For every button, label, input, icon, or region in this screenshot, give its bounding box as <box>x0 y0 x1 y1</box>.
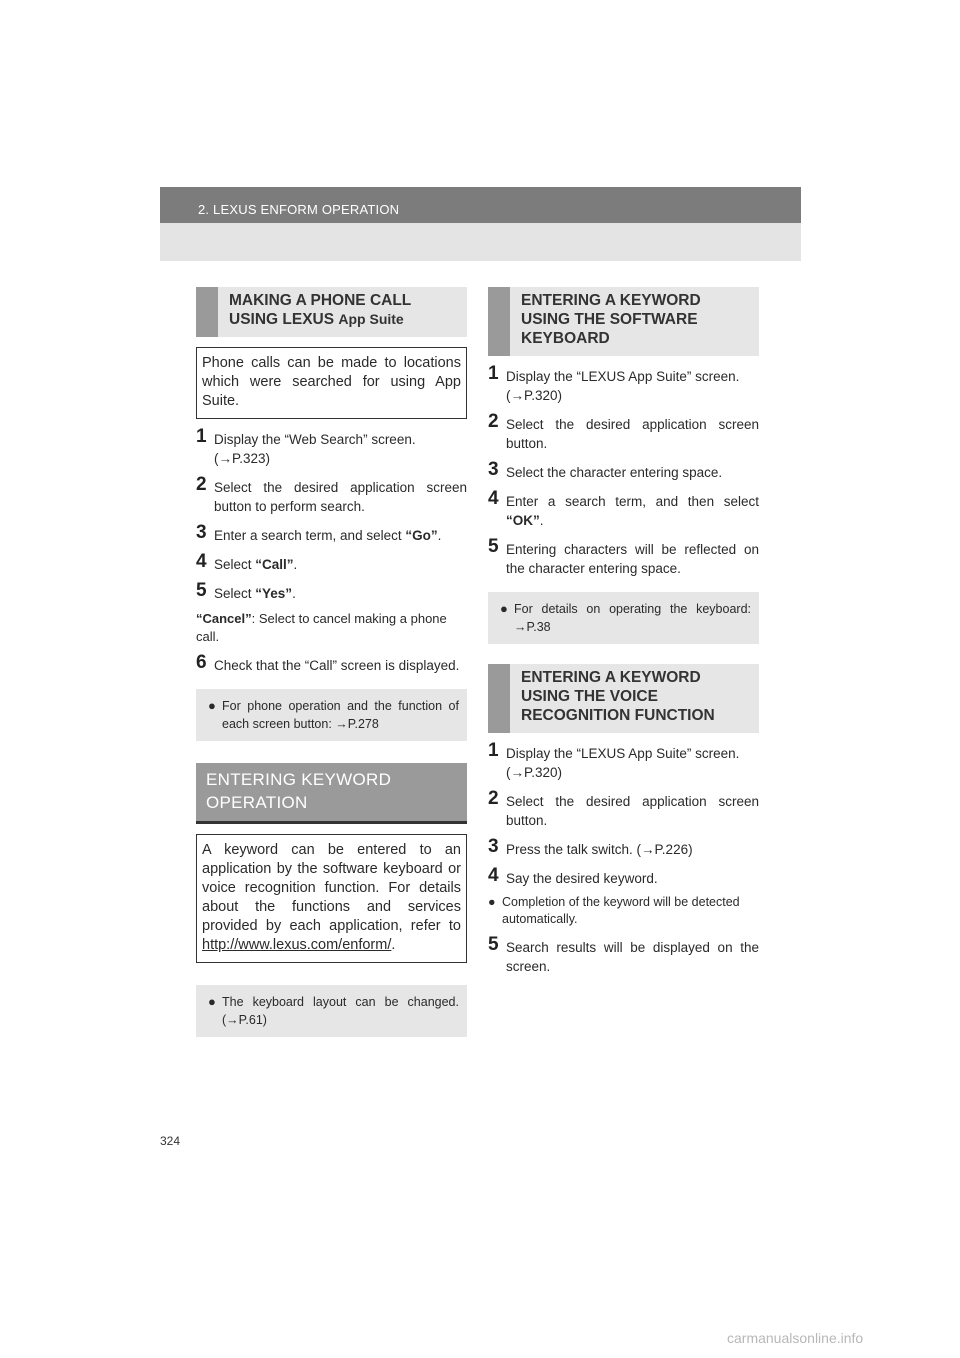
step-item: 5 Select “Yes”. <box>196 580 296 601</box>
left-column <box>196 287 467 1037</box>
section-heading-voice-recognition: ENTERING A KEYWORD USING THE VOICE RECOGNITION FUNCTION <box>488 664 759 733</box>
step-number: 2 <box>196 474 207 495</box>
cancel-description: “Cancel”: Select to cancel making a phone call. <box>196 611 447 644</box>
step-number: 3 <box>488 836 499 857</box>
note-phone-operation: ● For phone operation and the function of each screen button: →P.278 <box>196 689 467 741</box>
steps-voice-recognition <box>488 740 759 976</box>
step-number: 5 <box>488 934 499 955</box>
note-keyboard-layout: ● The keyboard layout can be changed. (→P.61) <box>196 985 467 1037</box>
step-number: 3 <box>196 522 207 543</box>
step-item: 4 Select “Call”. <box>196 551 298 572</box>
step-item: 1 Display the “Web Search” screen. (→P.323) <box>196 426 416 466</box>
step-item: 2 Select the desired application screen button. <box>488 411 759 451</box>
step-item: 5 Search results will be displayed on the screen. <box>488 934 759 974</box>
step-number: 5 <box>488 536 499 557</box>
step-number: 2 <box>488 788 499 809</box>
step-item: 6 Check that the “Call” screen is displayed. <box>196 652 460 673</box>
section-heading-phone-call <box>196 287 467 337</box>
step-number: 4 <box>196 551 207 572</box>
right-column <box>488 287 759 986</box>
step-item: 3 Enter a search term, and select “Go”. <box>196 522 442 543</box>
bullet-icon: ● <box>488 895 496 909</box>
bullet-icon: ● <box>500 601 508 616</box>
step-number: 6 <box>196 652 207 673</box>
intro-box-keyword: A keyword can be entered to an application by the software keyboard or voice recognition function. For details about the functions and services provided by each application, refer to http://www.lexus.com/enform/. <box>196 834 467 963</box>
enform-link[interactable]: http://www.lexus.com/enform/ <box>202 937 392 953</box>
step-item: 3 Press the talk switch. (→P.226) <box>488 836 693 857</box>
header-bar <box>160 187 801 261</box>
steps-phone-call <box>196 426 467 675</box>
step-number: 1 <box>488 363 499 384</box>
step-item: 4 Say the desired keyword. <box>488 865 658 886</box>
intro-box-phone-call: Phone calls can be made to locations which were searched for using App Suite. <box>196 347 467 419</box>
step-number: 4 <box>488 865 499 886</box>
watermark: carmanualsonline.info <box>727 1330 864 1346</box>
step-item: 4 Enter a search term, and then select “OK”. <box>488 488 759 528</box>
step-number: 5 <box>196 580 207 601</box>
bullet-note: ● Completion of the keyword will be detected automatically. <box>488 895 740 926</box>
steps-software-keyboard <box>488 363 759 578</box>
heading-line: MAKING A PHONE CALL <box>229 292 412 309</box>
step-item: 1 Display the “LEXUS App Suite” screen. (→P.320) <box>488 740 740 780</box>
header-strip <box>160 187 801 223</box>
step-item: 2 Select the desired application screen button. <box>488 788 759 828</box>
bullet-icon: ● <box>208 698 216 713</box>
chapter-title: 2. LEXUS ENFORM OPERATION <box>198 202 400 217</box>
step-number: 2 <box>488 411 499 432</box>
heading-line: USING LEXUS App Suite <box>229 311 404 328</box>
step-number: 4 <box>488 488 499 509</box>
step-item: 2 Select the desired application screen button to perform search. <box>196 474 467 514</box>
bullet-icon: ● <box>208 994 216 1009</box>
page-number: 324 <box>160 1134 181 1148</box>
section-heading-software-keyboard: ENTERING A KEYWORD USING THE SOFTWARE KEYBOARD <box>488 287 759 356</box>
step-item: 5 Entering characters will be reflected on the character entering space. <box>488 536 759 576</box>
section-heading-entering-keyword: ENTERING KEYWORD OPERATION <box>196 763 467 824</box>
note-keyboard-operation: ● For details on operating the keyboard: →P.38 <box>488 592 759 644</box>
step-item: 1 Display the “LEXUS App Suite” screen. (→P.320) <box>488 363 740 403</box>
step-number: 1 <box>196 426 207 447</box>
step-number: 3 <box>488 459 499 480</box>
step-item: 3 Select the character entering space. <box>488 459 723 480</box>
step-number: 1 <box>488 740 499 761</box>
